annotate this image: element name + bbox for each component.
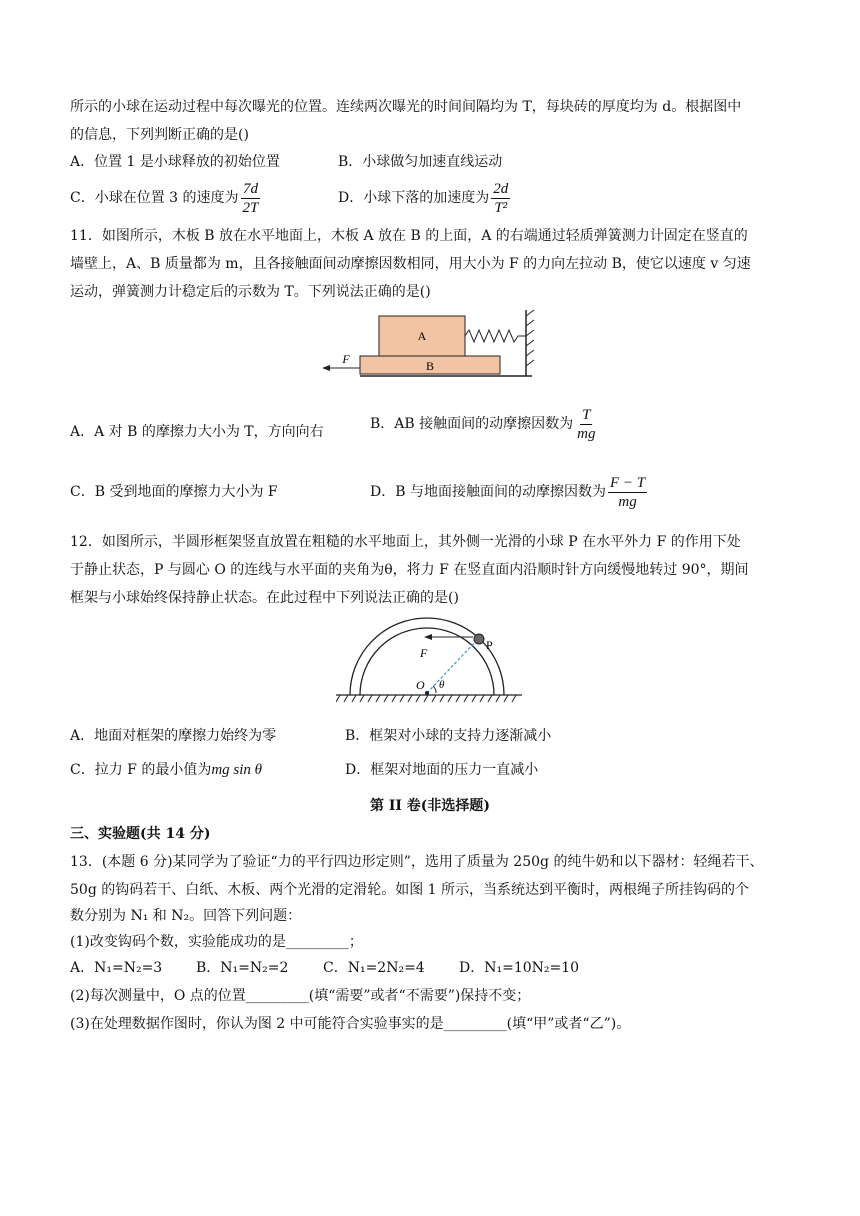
section-3-title: 三、实验题(共 14 分) <box>70 826 211 842</box>
q10-option-c <box>70 178 260 218</box>
q10-stem-line2: 的信息，下列判断正确的是() <box>70 127 249 143</box>
q12-stem-line1: 12．如图所示，半圆形框架竖直放置在粗糙的水平地面上，其外侧一光滑的小球 P 在水平外力 F 的作用下处 <box>70 534 741 550</box>
q11-stem-line2: 墙壁上，A、B 质量都为 m，且各接触面间动摩擦因数相同，用大小为 F 的力向左拉动 B，使它以速度 v 匀速 <box>70 256 751 272</box>
q12-option-d: D．框架对地面的压力一直减小 <box>345 762 539 778</box>
q13-option-a: A．N₁=N₂=3 <box>70 960 163 976</box>
fraction-denominator: mg <box>577 425 596 442</box>
q13-subquestion-2: (2)每次测量中，O 点的位置_________(填“需要”或者“不需要”)保持不变； <box>70 988 531 1004</box>
q12-stem-line2: 于静止状态，P 与圆心 O 的连线与水平面的夹角为θ，将力 F 在竖直面内沿顺时针方向缓慢地转过 90°，期间 <box>70 562 749 578</box>
q12-option-c-text: C．拉力 F 的最小值为 <box>70 762 212 778</box>
q13-stem-line1: 13．(本题 6 分)某同学为了验证“力的平行四边形定则”，选用了质量为 250g 的纯牛奶和以下器材：轻绳若干、 <box>70 854 764 870</box>
q11-option-b <box>370 404 597 444</box>
q11-stem-line3: 运动，弹簧测力计稳定后的示数为 T。下列说法正确的是() <box>70 284 431 300</box>
center-point <box>425 691 429 695</box>
force-arrowhead <box>424 634 432 640</box>
q10-option-d <box>338 178 510 218</box>
ball-p <box>474 634 484 644</box>
q10-option-c-fraction <box>241 180 261 217</box>
q13-subquestion-3: (3)在处理数据作图时，你认为图 2 中可能符合实验事实的是_________(填“甲”或者“乙”)。 <box>70 1016 631 1032</box>
q11-option-d <box>370 472 647 512</box>
q11-option-d-text: D．B 与地面接触面间的动摩擦因数为 <box>370 484 606 500</box>
q11-option-b-text: B．AB 接触面间的动摩擦因数为 <box>370 416 574 432</box>
q13-stem-line2: 50g 的钩码若干、白纸、木板、两个光滑的定滑轮。如图 1 所示，当系统达到平衡时，两根绳子所挂钩码的个 <box>70 882 750 898</box>
fraction-numerator: 7d <box>242 180 258 197</box>
fraction-denominator: T² <box>494 199 508 216</box>
q13-subquestion-1: (1)改变钩码个数，实验能成功的是_________； <box>70 934 363 950</box>
q10-option-d-text: D．小球下落的加速度为 <box>338 190 490 206</box>
spring <box>465 330 526 342</box>
block-b-label: B <box>425 359 435 373</box>
force-label: F <box>342 352 350 366</box>
q10-option-a: A．位置 1 是小球释放的初始位置 <box>70 154 280 170</box>
q12-option-a: A．地面对框架的摩擦力始终为零 <box>70 728 277 744</box>
wall-hatch <box>526 310 534 366</box>
fraction-numerator: 2d <box>493 180 509 197</box>
q10-option-c-text: C．小球在位置 3 的速度为 <box>70 190 239 206</box>
q10-option-d-fraction <box>491 180 510 217</box>
force-arrowhead <box>322 365 330 371</box>
fraction-numerator: T <box>582 406 591 423</box>
q11-option-c: C．B 受到地面的摩擦力大小为 F <box>70 484 278 500</box>
q12-figure <box>336 617 522 703</box>
block-a-label: A <box>417 329 427 343</box>
ground-hatch <box>336 695 516 702</box>
angle-arc <box>433 686 436 693</box>
q11-option-a: A．A 对 B 的摩擦力大小为 T，方向向右 <box>70 424 324 440</box>
q11-option-b-fraction <box>575 406 597 443</box>
op-dashed-line <box>427 639 478 693</box>
q13-stem-line3: 数分别为 N₁ 和 N₂。回答下列问题： <box>70 908 302 924</box>
section-2-title: 第 II 卷(非选择题) <box>369 798 491 814</box>
q12-option-b: B．框架对小球的支持力逐渐减小 <box>345 728 552 744</box>
angle-label: θ <box>439 679 445 691</box>
fraction-numerator: F − T <box>609 474 646 491</box>
q12-option-c-math: mg sin θ <box>211 762 263 778</box>
q13-option-d: D．N₁=10N₂=10 <box>459 960 580 976</box>
q12-option-c <box>70 760 262 780</box>
q11-figure <box>318 306 544 382</box>
q12-stem-line3: 框架与小球始终保持静止状态。在此过程中下列说法正确的是() <box>70 590 459 606</box>
force-label: F <box>420 646 428 660</box>
q10-option-b: B．小球做匀加速直线运动 <box>338 154 503 170</box>
q13-option-c: C．N₁=2N₂=4 <box>323 960 425 976</box>
q10-stem-line1: 所示的小球在运动过程中每次曝光的位置。连续两次曝光的时间间隔均为 T，每块砖的厚度均为 d。根据图中 <box>70 99 742 115</box>
ball-label: P <box>486 638 493 652</box>
q11-option-d-fraction <box>608 474 647 511</box>
center-label: O <box>416 678 425 692</box>
fraction-denominator: mg <box>618 493 637 510</box>
q13-option-b: B．N₁=N₂=2 <box>196 960 289 976</box>
fraction-denominator: 2T <box>242 199 259 216</box>
q11-stem-line1: 11．如图所示，木板 B 放在水平地面上，木板 A 放在 B 的上面，A 的右端通过轻质弹簧测力计固定在竖直的 <box>70 228 748 244</box>
